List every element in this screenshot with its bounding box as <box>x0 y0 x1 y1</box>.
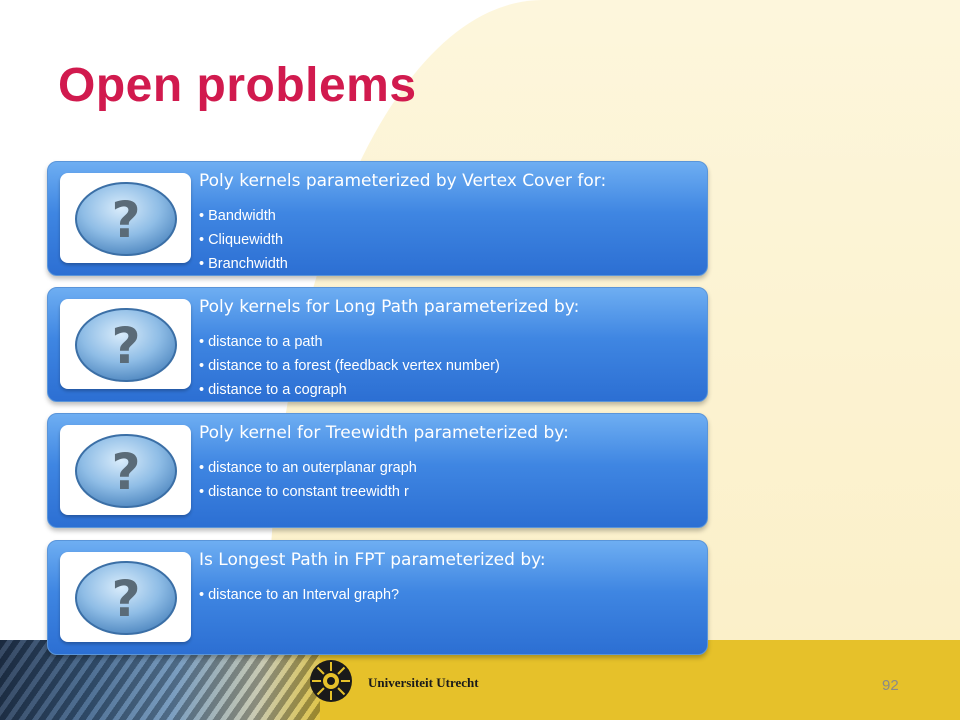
card-bullet-list <box>199 583 399 607</box>
svg-text:?: ? <box>111 443 141 501</box>
card-heading: Poly kernels parameterized by Vertex Cover for: <box>199 171 607 191</box>
slide-title: Open problems <box>58 59 417 112</box>
svg-text:?: ? <box>111 191 141 249</box>
problem-card-2 <box>47 287 708 402</box>
bullet-item: • Branchwidth <box>199 252 288 276</box>
bullet-item: • distance to an outerplanar graph <box>199 456 417 480</box>
bullet-item: • distance to a cograph <box>199 378 500 402</box>
bullet-item: • distance to a forest (feedback vertex number) <box>199 354 500 378</box>
bullet-item: • distance to a path <box>199 330 500 354</box>
sun-seal-logo <box>306 656 356 706</box>
card-heading: Is Longest Path in FPT parameterized by: <box>199 550 546 570</box>
problem-card-1 <box>47 161 708 276</box>
bullet-item: • distance to constant treewidth r <box>199 480 417 504</box>
card-bullet-list <box>199 456 417 504</box>
bullet-item: • Bandwidth <box>199 204 288 228</box>
problem-card-3 <box>47 413 708 528</box>
svg-text:?: ? <box>111 570 141 628</box>
card-bullet-list <box>199 204 288 276</box>
svg-text:?: ? <box>111 317 141 375</box>
problem-card-4 <box>47 540 708 655</box>
question-mark-icon <box>60 299 191 389</box>
question-mark-icon <box>60 552 191 642</box>
question-mark-icon <box>60 425 191 515</box>
bullet-item: • distance to an Interval graph? <box>199 583 399 607</box>
card-heading: Poly kernels for Long Path parameterized by: <box>199 297 580 317</box>
question-mark-icon <box>60 173 191 263</box>
institution-name: Universiteit Utrecht <box>368 675 479 690</box>
bullet-item: • Cliquewidth <box>199 228 288 252</box>
page-number: 92 <box>882 677 899 694</box>
card-bullet-list <box>199 330 500 402</box>
card-heading: Poly kernel for Treewidth parameterized by: <box>199 423 569 443</box>
